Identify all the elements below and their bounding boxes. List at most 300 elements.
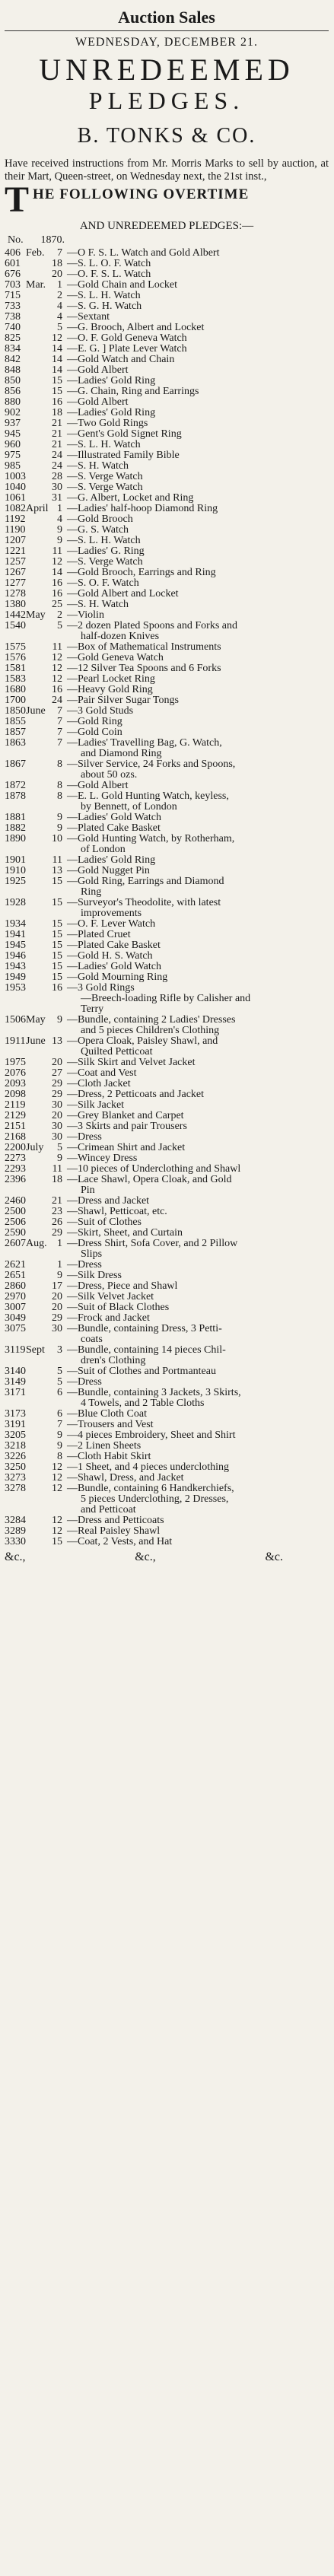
pledge-date <box>26 834 65 844</box>
list-item <box>5 248 329 259</box>
list-item <box>5 1143 329 1153</box>
list-item <box>5 568 329 578</box>
pledge-description: —Ladies' Gold Watch <box>67 961 161 972</box>
pledge-date <box>26 781 65 791</box>
pledge-date <box>26 568 65 578</box>
overtime-heading <box>5 180 329 220</box>
pledge-day: 28 <box>52 471 62 482</box>
pledge-description: —Box of Mathematical Instruments <box>67 641 221 653</box>
list-item <box>5 301 329 312</box>
pledge-description: —Blue Cloth Coat <box>67 1408 147 1420</box>
list-item <box>5 1334 329 1345</box>
pledge-description: —Wincey Dress <box>67 1153 138 1164</box>
pledge-description: —Plated Cruet <box>67 929 131 940</box>
pledge-number: 985 <box>5 460 21 472</box>
pledge-number: 1277 <box>5 577 26 589</box>
pledge-number: 848 <box>5 364 21 376</box>
col-no: No. <box>8 234 24 246</box>
pledge-day: 30 <box>52 1323 62 1334</box>
pledge-description: —O F. S. L. Watch and Gold Albert <box>67 247 220 259</box>
pledge-description: —Bundle, containing 6 Handkerchiefs, <box>67 1483 234 1494</box>
pledge-number: 1946 <box>5 950 26 962</box>
pledge-description: —Surveyor's Theodolite, with latest <box>67 897 221 908</box>
list-item <box>5 1505 329 1515</box>
pledge-description: —Gold Albert <box>67 396 129 408</box>
pledge-day: 24 <box>52 695 62 706</box>
list-item <box>5 855 329 866</box>
pledge-description: —Suit of Clothes and Portmanteau <box>67 1366 216 1377</box>
list-item <box>5 1462 329 1473</box>
pledge-description: —Bundle, containing 2 Ladies' Dresses <box>67 1014 236 1026</box>
pledge-description: —Silk Jacket <box>67 1099 125 1111</box>
pledge-description: —Violin <box>67 609 104 621</box>
pledge-day: 9 <box>57 1153 62 1164</box>
pledge-description: —G. Brooch, Albert and Locket <box>67 322 205 333</box>
pledge-number: 703 <box>5 279 21 291</box>
pledge-day: 9 <box>57 535 62 546</box>
pledge-date <box>26 1281 65 1292</box>
list-item <box>5 1398 329 1409</box>
pledge-number: 2970 <box>5 1291 26 1302</box>
pledge-number: 3149 <box>5 1376 26 1388</box>
pledge-description: —Coat and Vest <box>67 1067 137 1079</box>
pledge-description: —Cloth Jacket <box>67 1078 131 1089</box>
pledge-number: 2129 <box>5 1110 26 1121</box>
pledge-description: —Ladies' G. Ring <box>67 545 145 557</box>
list-item <box>5 1366 329 1377</box>
pledge-description: —Gold Coin <box>67 727 122 738</box>
pledge-day: 4 <box>57 514 62 525</box>
pledge-description: improvements <box>81 908 142 919</box>
pledge-date <box>26 1121 65 1132</box>
list-item <box>5 1281 329 1292</box>
list-item <box>5 674 329 685</box>
pledge-date <box>26 749 65 759</box>
pledge-number: 1945 <box>5 940 26 951</box>
pledge-number: 3205 <box>5 1430 26 1441</box>
pledge-date <box>26 887 65 898</box>
pledge-date <box>26 1537 65 1547</box>
pledge-description: —Gold Hunting Watch, by Rotherham, <box>67 833 235 844</box>
pledge-date <box>26 951 65 962</box>
list-item <box>5 759 329 770</box>
pledge-description: —E. L. Gold Hunting Watch, keyless, <box>67 790 229 802</box>
pledge-number: 1040 <box>5 482 26 493</box>
pledge-month: July <box>26 1142 44 1153</box>
list-item <box>5 482 329 493</box>
pledge-day: 15 <box>52 1536 62 1547</box>
pledge-number: 2098 <box>5 1089 26 1100</box>
pledge-number: 3278 <box>5 1483 26 1494</box>
pledge-number: 834 <box>5 343 21 355</box>
list-item <box>5 504 329 514</box>
pledge-day: 8 <box>57 790 62 802</box>
pledge-description: —S. L. H. Watch <box>67 290 141 301</box>
pledge-date <box>26 450 65 461</box>
list-item <box>5 1036 329 1047</box>
pledge-date <box>26 1484 65 1494</box>
pledge-day: 24 <box>52 460 62 472</box>
pledge-description: —Ladies' half-hoop Diamond Ring <box>67 503 218 514</box>
pledge-date <box>26 802 65 813</box>
list-item <box>5 397 329 408</box>
divider <box>5 30 329 31</box>
pledge-number: 1278 <box>5 588 26 599</box>
pledge-date <box>26 642 65 653</box>
pledge-number: 842 <box>5 354 21 365</box>
pledge-date <box>26 994 65 1004</box>
pledge-date <box>26 738 65 749</box>
list-item <box>5 642 329 653</box>
pledge-date <box>26 472 65 482</box>
pledge-number: 1910 <box>5 865 26 876</box>
list-item <box>5 1239 329 1249</box>
pledge-number: 3191 <box>5 1419 26 1430</box>
pledge-number: 406 <box>5 247 21 259</box>
pledge-date <box>26 1164 65 1175</box>
pledge-number: 3049 <box>5 1312 26 1324</box>
pledge-number: 3140 <box>5 1366 26 1377</box>
list-item <box>5 1430 329 1441</box>
pledge-date <box>26 301 65 312</box>
section-header: Auction Sales <box>118 8 215 27</box>
pledge-date <box>26 1324 65 1334</box>
pledge-description: —Bundle, containing 14 pieces Chil- <box>67 1344 226 1356</box>
pledge-description: —S. G. H. Watch <box>67 301 142 312</box>
list-item <box>5 887 329 898</box>
pledge-date <box>26 418 65 429</box>
list-item <box>5 1196 329 1207</box>
pledge-date <box>26 355 65 365</box>
list-item <box>5 472 329 482</box>
list-item <box>5 1345 329 1356</box>
list-item <box>5 323 329 333</box>
pledge-number: 1575 <box>5 641 26 653</box>
pledge-number: 2396 <box>5 1174 26 1185</box>
pledge-month: Aug. <box>26 1238 47 1249</box>
list-item <box>5 1537 329 1547</box>
pledge-description: —3 Gold Rings <box>67 982 135 994</box>
pledge-description: —Dress Shirt, Sofa Cover, and 2 Pillow <box>67 1238 238 1249</box>
firm-name: B. TONKS & CO. <box>77 124 256 148</box>
pledge-day: 21 <box>52 439 62 450</box>
pledge-number: 975 <box>5 450 21 461</box>
pledge-number: 1221 <box>5 545 26 557</box>
pledge-description: —Gold Mourning Ring <box>67 972 168 983</box>
pledge-description: —Gold Albert <box>67 780 129 791</box>
intro-paragraph: Have received instructions from Mr. Morris Marks to sell by auction, at their Mart, Queen-street, on Wednesday next, the 21st inst., <box>5 157 329 183</box>
pledge-date <box>26 674 65 685</box>
pledge-number: 2200 <box>5 1142 26 1153</box>
pledge-description: —O. F. S. L. Watch <box>67 269 151 280</box>
pledge-description: by Bennett, of London <box>81 801 177 813</box>
pledge-day: 12 <box>52 1472 62 1484</box>
pledge-date <box>26 536 65 546</box>
pledge-date <box>26 440 65 450</box>
pledge-day: 2 <box>57 290 62 301</box>
pledge-description: —Gold Ring, Earrings and Diamond <box>67 876 224 887</box>
pledge-number: 3284 <box>5 1515 26 1526</box>
pledge-date <box>26 930 65 940</box>
list-item <box>5 355 329 365</box>
list-item <box>5 1484 329 1494</box>
list-item <box>5 1121 329 1132</box>
pledge-date <box>26 269 65 280</box>
pledge-description: —Ladies' Gold Ring <box>67 375 156 386</box>
pledge-description: —Gold Ring <box>67 716 122 727</box>
pledge-number: 715 <box>5 290 21 301</box>
list-item <box>5 908 329 919</box>
pledge-date <box>26 1398 65 1409</box>
pledge-description: —S. Verge Watch <box>67 471 143 482</box>
pledge-day: 6 <box>57 1387 62 1398</box>
pledge-date <box>26 695 65 706</box>
pledge-day: 11 <box>52 1163 62 1175</box>
footer-etc-1: &c., <box>5 1550 26 1563</box>
pledge-day: 20 <box>52 269 62 280</box>
pledge-date <box>26 1334 65 1345</box>
pledge-description: —3 Gold Studs <box>67 705 134 717</box>
pledge-date <box>26 408 65 418</box>
list-item <box>5 685 329 695</box>
pledge-description: —Gold H. S. Watch <box>67 950 153 962</box>
pledge-number: 825 <box>5 332 21 344</box>
pledge-description: and Diamond Ring <box>81 748 162 759</box>
pledge-description: of London <box>81 844 126 855</box>
pledge-day: 14 <box>52 364 62 376</box>
pledge-day: 12 <box>52 332 62 344</box>
pledge-description: —Dress, Piece and Shawl <box>67 1280 178 1292</box>
pledge-number: 2590 <box>5 1227 26 1239</box>
list-item <box>5 1026 329 1036</box>
pledge-day: 7 <box>57 1419 62 1430</box>
list-item <box>5 631 329 642</box>
pledge-day: 15 <box>52 940 62 951</box>
pledge-description: —Ladies' Travelling Bag, G. Watch, <box>67 737 222 749</box>
headline-2: PLEDGES. <box>88 87 245 114</box>
pledge-date <box>26 1249 65 1260</box>
pledge-number: 3330 <box>5 1536 26 1547</box>
pledge-day: 5 <box>57 1376 62 1388</box>
pledge-number: 733 <box>5 301 21 312</box>
pledge-number: 2151 <box>5 1121 26 1132</box>
pledge-description: —Cloth Habit Skirt <box>67 1451 151 1462</box>
pledge-number: 1380 <box>5 599 26 610</box>
pledge-day: 12 <box>52 1515 62 1526</box>
pledge-description: —Bundle, containing Dress, 3 Petti- <box>67 1323 222 1334</box>
pledge-description: —S. Verge Watch <box>67 556 143 568</box>
pledge-description: —S. Verge Watch <box>67 482 143 493</box>
pledge-day: 15 <box>52 972 62 983</box>
pledge-day: 25 <box>52 599 62 610</box>
pledge-day: 20 <box>52 1291 62 1302</box>
drop-cap: T <box>5 180 30 220</box>
pledge-date <box>26 1473 65 1484</box>
list-item <box>5 983 329 994</box>
pledge-number: 1925 <box>5 876 26 887</box>
pledge-date <box>26 1068 65 1079</box>
pledge-description: —Pearl Locket Ring <box>67 673 155 685</box>
pledge-day: 13 <box>52 1035 62 1047</box>
list-item <box>5 1494 329 1505</box>
pledge-day: 7 <box>57 727 62 738</box>
pledge-day: 12 <box>52 673 62 685</box>
pledge-day: 29 <box>52 1089 62 1100</box>
pledge-date <box>26 1175 65 1185</box>
pledge-date <box>26 919 65 930</box>
pledge-date <box>26 1377 65 1388</box>
pledge-date <box>26 1047 65 1057</box>
pledge-number: 1941 <box>5 929 26 940</box>
pledge-day: 15 <box>52 950 62 962</box>
pledge-date <box>26 1313 65 1324</box>
pledge-day: 20 <box>52 1110 62 1121</box>
pledge-number: 960 <box>5 439 21 450</box>
pledge-date <box>26 1217 65 1228</box>
pledge-day: 15 <box>52 961 62 972</box>
pledge-description: —Silk Dress <box>67 1270 122 1281</box>
pledge-number: 2293 <box>5 1163 26 1175</box>
list-item <box>5 1452 329 1462</box>
pledge-number: 902 <box>5 407 21 418</box>
pledge-number: 1867 <box>5 758 26 770</box>
pledge-number: 1061 <box>5 492 26 504</box>
pledge-date <box>26 504 65 514</box>
pledge-number: 2500 <box>5 1206 26 1217</box>
pledge-description: —Real Paisley Shawl <box>67 1525 161 1537</box>
pledge-date <box>26 312 65 323</box>
pledge-number: 2460 <box>5 1195 26 1207</box>
pledge-date <box>26 1111 65 1121</box>
pledge-month: Mar. <box>26 279 46 291</box>
pledge-date <box>26 1207 65 1217</box>
pledge-date <box>26 1132 65 1143</box>
pledge-list <box>5 248 329 1547</box>
pledge-number: 2506 <box>5 1216 26 1228</box>
pledge-number: 3218 <box>5 1440 26 1452</box>
pledge-number: 601 <box>5 258 21 269</box>
list-item <box>5 1175 329 1185</box>
pledge-description: —4 pieces Embroidery, Sheet and Shirt <box>67 1430 236 1441</box>
pledge-description: —Gold Albert <box>67 364 129 376</box>
pledge-number: 1192 <box>5 514 26 525</box>
pledge-number: 2621 <box>5 1259 26 1271</box>
pledge-date <box>26 1420 65 1430</box>
pledge-day: 9 <box>57 524 62 536</box>
pledge-day: 16 <box>52 982 62 994</box>
pledge-day: 14 <box>52 354 62 365</box>
pledge-date <box>26 621 65 631</box>
pledge-day: 18 <box>52 1174 62 1185</box>
pledge-date <box>26 1505 65 1515</box>
pledge-date <box>26 1185 65 1196</box>
pledge-date <box>26 940 65 951</box>
pledge-number: 945 <box>5 428 21 440</box>
pledge-description: Ring <box>81 886 102 898</box>
pledge-day: 15 <box>52 876 62 887</box>
pledge-day: 9 <box>57 1440 62 1452</box>
list-item <box>5 1100 329 1111</box>
pledge-description: Terry <box>81 1003 104 1015</box>
list-item <box>5 781 329 791</box>
pledge-day: 30 <box>52 1121 62 1132</box>
pledge-date <box>26 653 65 663</box>
pledge-day: 24 <box>52 450 62 461</box>
pledge-description: —Dress and Jacket <box>67 1195 150 1207</box>
list-item <box>5 994 329 1004</box>
pledge-month: May <box>26 1014 46 1026</box>
pledge-description: —Shawl, Dress, and Jacket <box>67 1472 184 1484</box>
list-item <box>5 898 329 908</box>
col-year: 1870. <box>40 234 65 246</box>
pledge-number: 3075 <box>5 1323 26 1334</box>
pledge-day: 14 <box>52 567 62 578</box>
list-item <box>5 930 329 940</box>
pledge-date <box>26 376 65 386</box>
pledge-date <box>26 876 65 887</box>
pledge-description: —Sextant <box>67 311 110 323</box>
pledge-day: 30 <box>52 482 62 493</box>
pledge-day: 4 <box>57 301 62 312</box>
list-item <box>5 344 329 355</box>
dateline: WEDNESDAY, DECEMBER 21. <box>75 36 258 49</box>
pledge-description: —Silk Velvet Jacket <box>67 1291 154 1302</box>
pledge-number: 1855 <box>5 716 26 727</box>
pledge-date <box>26 589 65 599</box>
pledge-day: 12 <box>52 663 62 674</box>
list-item <box>5 312 329 323</box>
list-item <box>5 1153 329 1164</box>
pledge-description: —S. O. F. Watch <box>67 577 139 589</box>
pledge-day: 5 <box>57 322 62 333</box>
pledge-number: 1881 <box>5 812 26 823</box>
pledge-day: 11 <box>52 854 62 866</box>
list-item <box>5 333 329 344</box>
pledge-date <box>26 323 65 333</box>
list-item <box>5 876 329 887</box>
list-item <box>5 376 329 386</box>
list-item <box>5 1302 329 1313</box>
pledge-day: 21 <box>52 418 62 429</box>
pledge-description: —S. L. H. Watch <box>67 439 141 450</box>
pledge-description: —Illustrated Family Bible <box>67 450 180 461</box>
pledge-day: 16 <box>52 396 62 408</box>
pledge-number: 1583 <box>5 673 26 685</box>
list-item <box>5 1164 329 1175</box>
pledge-number: 676 <box>5 269 21 280</box>
list-item <box>5 813 329 823</box>
list-item <box>5 621 329 631</box>
pledge-number: 1943 <box>5 961 26 972</box>
list-item <box>5 440 329 450</box>
pledge-description: —12 Silver Tea Spoons and 6 Forks <box>67 663 221 674</box>
pledge-day: 12 <box>52 1461 62 1473</box>
list-item <box>5 791 329 802</box>
list-item <box>5 919 329 930</box>
list-item <box>5 663 329 674</box>
pledge-day: 29 <box>52 1227 62 1239</box>
pledge-date <box>26 578 65 589</box>
pledge-date <box>26 717 65 727</box>
pledge-day: 4 <box>57 311 62 323</box>
pledge-day: 15 <box>52 897 62 908</box>
pledge-month: June <box>26 705 46 717</box>
pledge-date <box>26 344 65 355</box>
headline: UNREDEEMED <box>39 52 294 87</box>
list-item <box>5 1004 329 1015</box>
pledge-date <box>26 333 65 344</box>
pledge-date <box>26 1494 65 1505</box>
